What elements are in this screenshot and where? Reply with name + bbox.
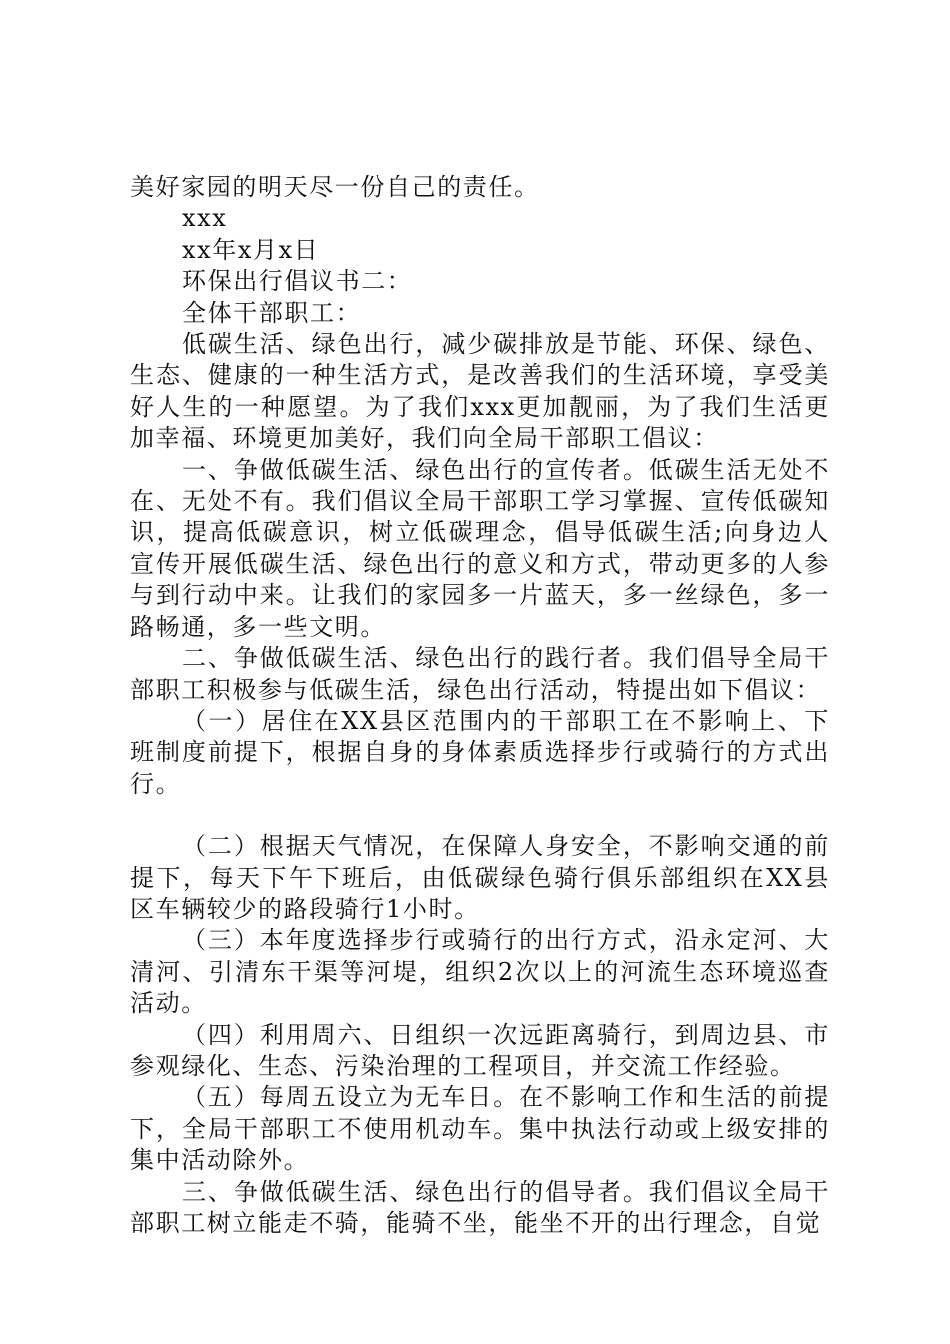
paragraph-section-2: 二、争做低碳生活、绿色出行的践行者。我们倡导全局干部职工积极参与低碳生活，绿色出行活动，特提出如下倡议： [130,644,830,704]
paragraph-salutation: 全体干部职工： [182,298,362,327]
paragraph-item-1: （一）居住在XX县区范围内的干部职工在不影响上、下班制度前提下，根据自身的身体素质选择步行或骑行的方式出行。 [130,706,830,798]
document-body [130,172,830,1239]
paragraph-section-3: 三、争做低碳生活、绿色出行的倡导者。我们倡议全局干部职工树立能走不骑，能骑不坐，能坐不开的出行理念，自觉 [130,1177,830,1237]
paragraph-item-3: （三）本年度选择步行或骑行的出行方式，沿永定河、大清河、引清东干渠等河堤，组织2次以上的河流生态环境巡查活动。 [130,926,830,1018]
paragraph-title-2: 环保出行倡议书二： [182,267,413,296]
paragraph-signature: xxx [182,204,228,233]
paragraph-item-5: （五）每周五设立为无车日。在不影响工作和生活的前提下，全局干部职工不使用机动车。集中执法行动或上级安排的集中活动除外。 [130,1083,830,1175]
paragraph-date: xx年x月x日 [182,235,320,264]
paragraph-intro: 低碳生活、绿色出行，减少碳排放是节能、环保、绿色、生态、健康的一种生活方式，是改善我们的生活环境，享受美好人生的一种愿望。为了我们xxx更加靓丽，为了我们生活更加幸福、环境更加美好，我们向全局干部职工倡议： [130,330,830,453]
paragraph-item-2: （二）根据天气情况，在保障人身安全，不影响交通的前提下，每天下午下班后，由低碳绿色骑行俱乐部组织在XX县区车辆较少的路段骑行1小时。 [130,832,830,923]
paragraph-section-1: 一、争做低碳生活、绿色出行的宣传者。低碳生活无处不在、无处不有。我们倡议全局干部职工学习掌握、宣传低碳知识，提高低碳意识，树立低碳理念，倡导低碳生活;向身边人宣传开展低碳生活、绿色出行的意义和方式，带动更多的人参与到行动中来。让我们的家园多一片蓝天，多一丝绿色，多一路畅通，多一些文明。 [130,455,830,641]
paragraph-item-4: （四）利用周六、日组织一次远距离骑行，到周边县、市参观绿化、生态、污染治理的工程项目，并交流工作经验。 [130,1020,830,1080]
paragraph-closing-line: 美好家园的明天尽一份自己的责任。 [130,173,540,201]
